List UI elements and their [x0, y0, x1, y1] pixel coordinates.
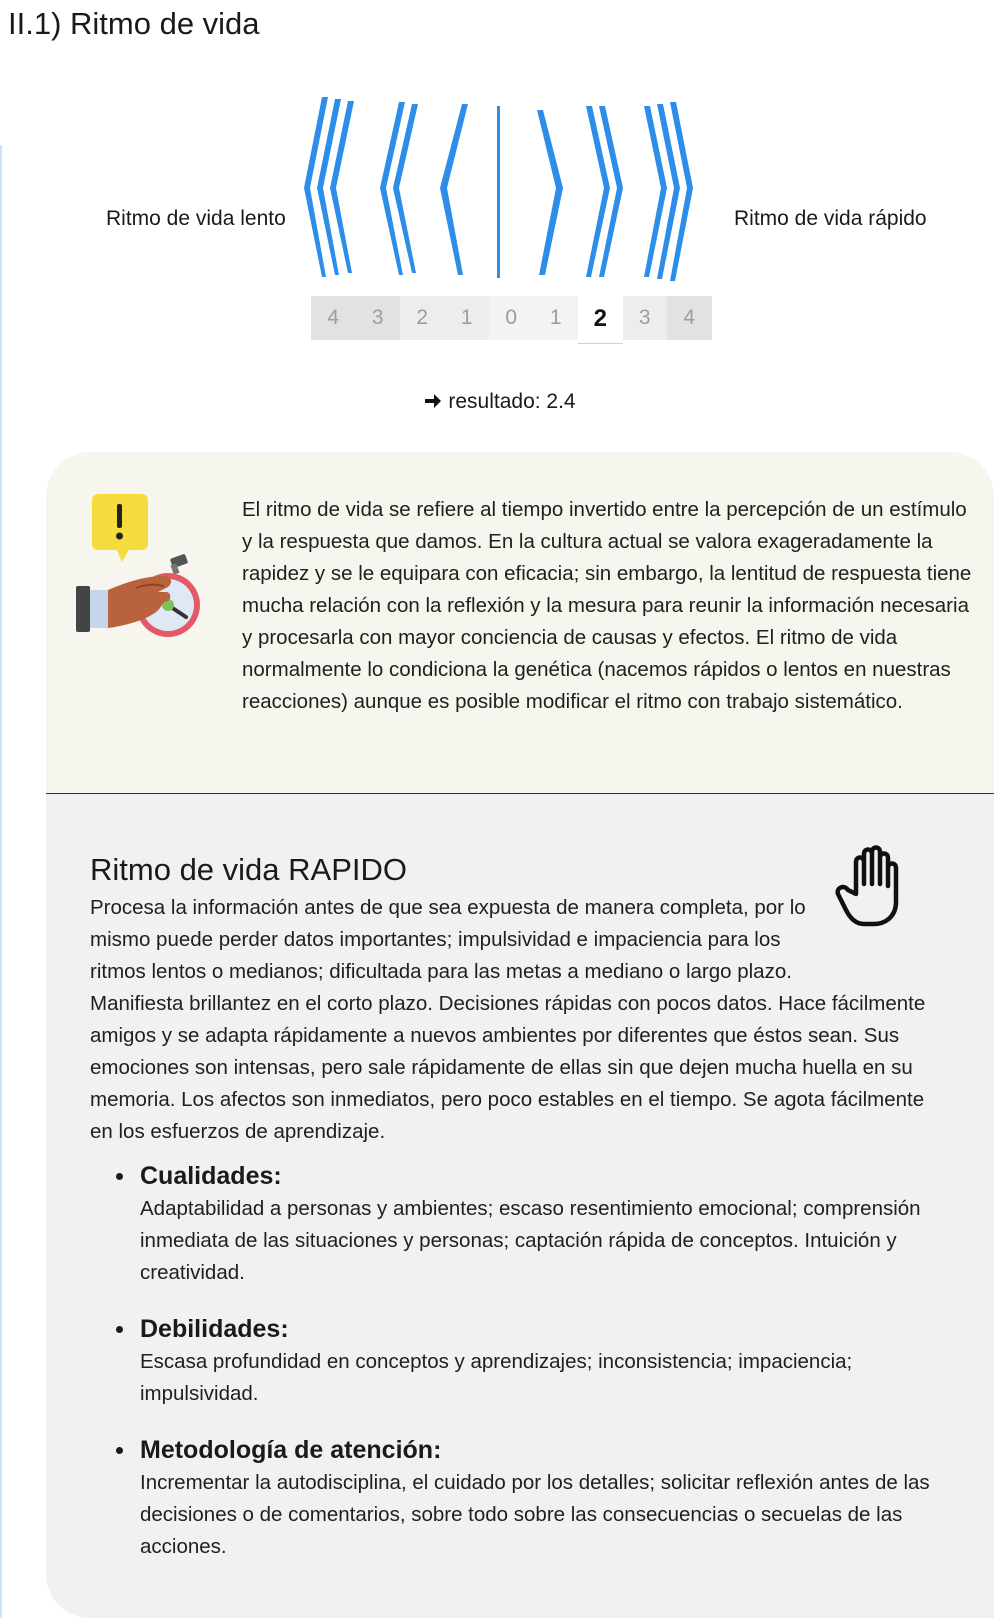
list-item: [114, 1159, 954, 1289]
chevron-right-icon: [537, 110, 563, 275]
rapido-description: [90, 892, 950, 1148]
scale-mark-slow-4[interactable]: 4: [311, 296, 356, 340]
scale-bar: [311, 296, 712, 344]
center-line: [497, 106, 500, 278]
scale-mark-fast-1[interactable]: 1: [534, 296, 579, 340]
trait-title: Metodología de atención:: [140, 1436, 442, 1464]
trait-text: Incrementar la autodisciplina, el cuidado por los detalles; solicitar reflexión antes de las decisiones o de comentarios, sobre todo sobre las consecuencias o secuelas de las acciones.: [140, 1471, 930, 1558]
rhythm-chevrons: [300, 92, 720, 287]
bullet-icon: [116, 1447, 123, 1454]
list-item: [114, 1312, 954, 1410]
scale-mark-zero[interactable]: 0: [489, 296, 534, 340]
trait-title: Debilidades:: [140, 1315, 289, 1343]
rapido-section: [46, 794, 994, 1618]
info-section: [46, 452, 994, 794]
result-line: [0, 390, 1000, 414]
page-title: II.1) Ritmo de vida: [8, 6, 260, 41]
chevron-left-icon: [440, 104, 468, 275]
trait-text: Escasa profundidad en conceptos y aprendizajes; inconsistencia; impaciencia; impulsividad.: [140, 1350, 853, 1405]
slow-rhythm-label: Ritmo de vida lento: [106, 207, 286, 230]
rapido-description-text: Procesa la información antes de que sea expuesta de manera completa, por lo mismo puede perder datos importantes; impulsividad e impaciencia para los ritmos lentos o medianos; dificultada para las metas a mediano o largo plazo. Manifiesta brillantez en el corto plazo. Decisiones rápidas con pocos datos. Hace fácilmente amigos y se adapta rápidamente a nuevos ambientes por diferentes que éstos sean. Sus emociones son intensas, pero sale rápidamente de ellas sin que dejen mucha huella en su memoria. Los afectos son inmediatos, pero poco estables en el tiempo. Se agota fácilmente en los esfuerzos de aprendizaje.: [90, 896, 926, 1143]
stopwatch-hand-icon: [76, 492, 206, 642]
scale-mark-slow-2[interactable]: 2: [400, 296, 445, 340]
chevron-left-icon: [380, 102, 405, 275]
fast-rhythm-label: Ritmo de vida rápido: [734, 207, 927, 230]
bullet-icon: [116, 1173, 123, 1180]
scale-mark-slow-3[interactable]: 3: [356, 296, 401, 340]
rapido-title: Ritmo de vida RAPIDO: [90, 852, 407, 887]
info-card: [46, 452, 994, 1618]
scale-mark-fast-2-selected[interactable]: 2: [578, 296, 623, 344]
trait-title: Cualidades:: [140, 1162, 282, 1190]
intro-paragraph: El ritmo de vida se refiere al tiempo invertido entre la percepción de un estímulo y la respuesta que damos. En la cultura actual se valora exageradamente la rapidez y se le equipara con eficacia; sin embargo, la lentitud de respuesta tiene mucha relación con la reflexión y la mesura para reunir la información necesaria y procesarla con mayor conciencia de causas y efectos. El ritmo de vida normalmente lo condiciona la genética (nacemos rápidos o lentos en nuestras reacciones) aunque es posible modificar el ritmo con trabajo sistemático.: [242, 498, 972, 713]
scale-mark-fast-4[interactable]: 4: [667, 296, 712, 340]
list-item: [114, 1433, 954, 1563]
chevron-right-icon: [599, 106, 623, 277]
scale-mark-fast-3[interactable]: 3: [623, 296, 668, 340]
arrow-right-icon: [424, 392, 442, 410]
bullet-icon: [116, 1326, 123, 1333]
traits-list: [114, 1159, 954, 1586]
scale-mark-slow-1[interactable]: 1: [445, 296, 490, 340]
chevron-left-icon: [304, 97, 328, 277]
trait-text: Adaptabilidad a personas y ambientes; escaso resentimiento emocional; comprensión inmediata de las situaciones y personas; captación rápida de conceptos. Intuición y creatividad.: [140, 1197, 921, 1284]
rhythm-scale: [0, 80, 1000, 420]
result-text: resultado: 2.4: [448, 390, 576, 413]
